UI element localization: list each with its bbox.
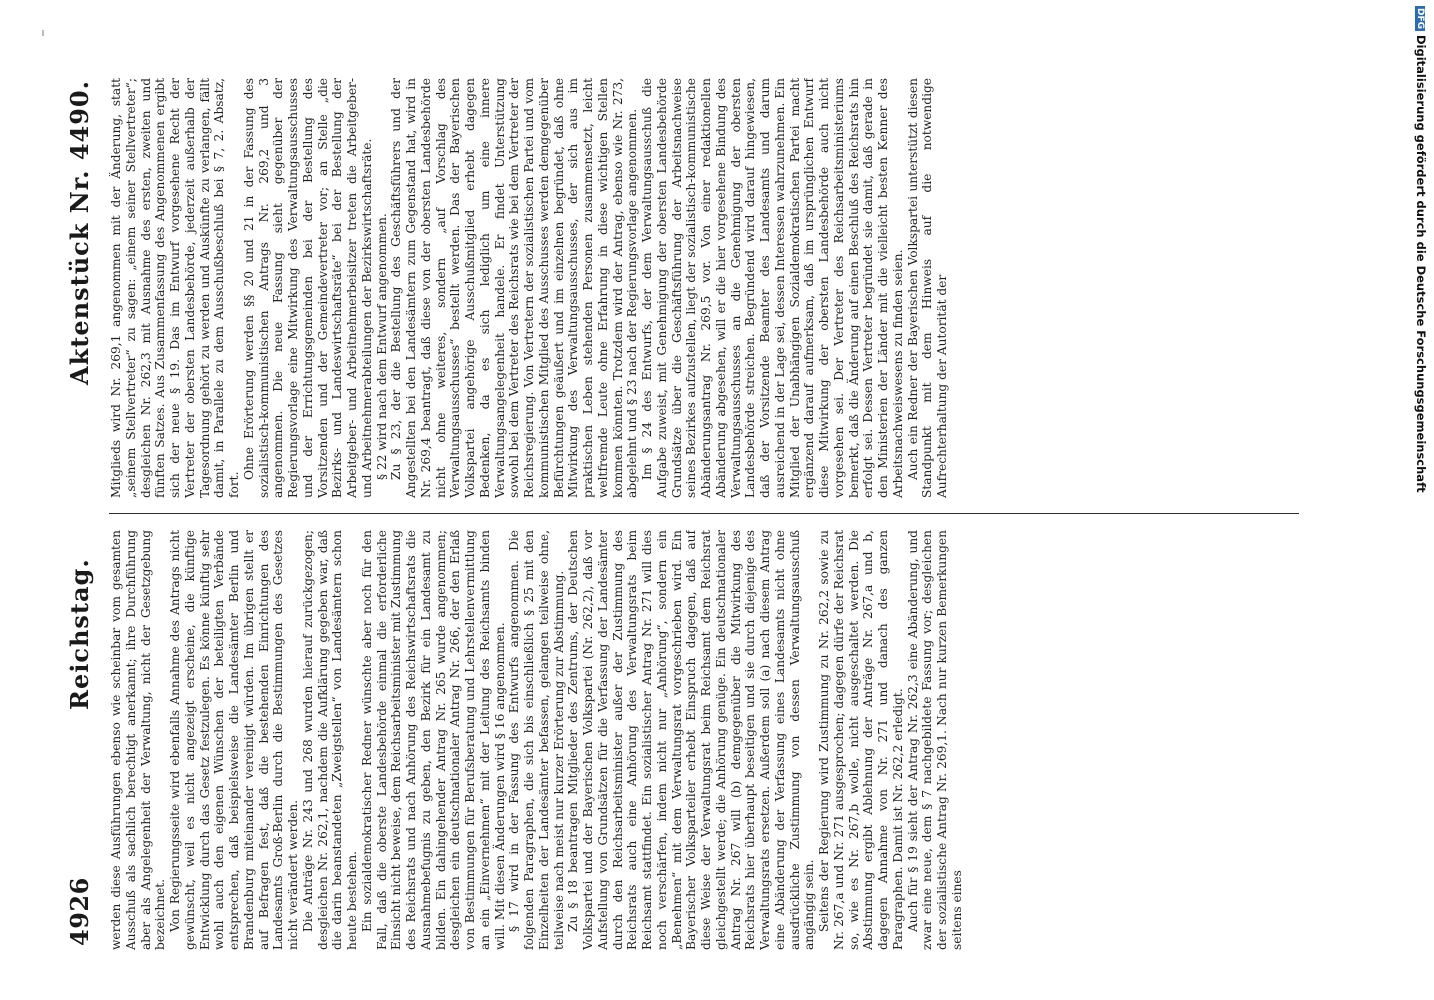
paragraph: Mitglieds wird Nr. 269,1 angenommen mit der Änderung, statt „seinem Stellvertreter“ zu sagen: „einem seiner Stellvertreter“; desgleichen Nr. 262,3 mit Ausnahme des ersten, zweiten und fünften Satzes. Aus Zusammenfassung des Angenommenen ergibt sich der neue § 19. Das im Entwurf vorgesehene Recht der Vertreter der obersten Landesbehörde, jederzeit außerhalb der Tagesordnung gehört zu werden und Auskünfte zu verlangen, fällt damit, in Parallele zu dem Ausschußbeschluß bei § 7, 2. Absatz, fort. [109, 78, 241, 498]
paragraph: Ohne Erörterung werden §§ 20 und 21 in der Fassung des sozialistisch-kommunistischen Antrags Nr. 269,2 und 3 angenommen. Die neue Fassung sieht gegenüber der Regierungsvorlage eine Mitwirkung des Verwaltungsausschusses und der Errichtungsgemeinden bei der Bestellung des Vorsitzenden und der Gemeindevertreter vor; an Stelle „die Bezirks- und Landeswirtschaftsräte“ bei der Bestellung der Arbeitgeber- und Arbeitnehmerbeisitzer treten die Arbeitgeber- und Arbeitnehmerabteilungen der Bezirkswirtschaftsräte. [241, 78, 374, 498]
paragraph: Seitens der Regierung wird Zustimmung zu Nr. 262,2 sowie zu Nr. 267,a und Nr. 271 ausgesprochen; dagegen dürfe der Reichsrat so, wie es Nr. 267,b wolle, nicht ausgeschaltet werden. Die Abstimmung ergibt Ablehnung der Anträge Nr. 267,a und b, dagegen Annahme von Nr. 271 und danach des ganzen Paragraphen. Damit ist Nr. 262,2 erledigt. [817, 530, 905, 950]
paragraph: werden diese Ausführungen ebenso wie scheinbar vom gesamten Ausschuß als sachlich berechtigt anerkannt; ihre Durchführung aber als Angelegenheit der Verwaltung, nicht der Gesetzgebung bezeichnet. [109, 530, 168, 950]
column-divider [109, 513, 1299, 514]
scan-speck [42, 30, 44, 36]
document-number: Aktenstück Nr. 4490. [65, 80, 94, 385]
page-number: 4926 [65, 877, 94, 946]
rotated-page [65, 60, 1325, 950]
paragraph: § 22 wird nach dem Entwurf angenommen. [374, 213, 389, 480]
paragraph: Auch für § 19 sieht der Antrag Nr. 262,3 eine Abänderung, und zwar eine neue, dem § 7 nachgebildete Fassung vor; desgleichen der sozialistische Antrag Nr. 269,1. Nach nur kurzen Bemerkungen seitens eines [905, 530, 964, 950]
digitization-credit [1414, 6, 1428, 493]
paragraph: Ein sozialdemokratischer Redner wünschte aber noch für den Fall, daß die oberste Landesbehörde einmal die erforderliche Einsicht nicht beweise, dem Reichsarbeitsminister mit Zustimmung des Reichsrats und nach Anhörung des Reichswirtschaftsrats die Ausnahmebefugnis zu geben, den Bezirk für ein Landesamt zu bilden. Ein dahingehender Antrag Nr. 265 wurde angenommen; desgleichen ein deutschnationaler Antrag Nr. 266, der den Erlaß von Bestimmungen für Berufsberatung und Lehrstellenvermittlung an ein „Einvernehmen“ mit der Leitung des Reichsamts binden will. Mit diesen Änderungen wird § 16 angenommen. [359, 530, 507, 950]
paragraph: § 17 wird in der Fassung des Entwurfs angenommen. Die folgenden Paragraphen, die sich bis einschließlich § 25 mit den Einzelheiten der Landesämter befassen, gelangen teilweise ohne, teilweise nach meist nur kurzer Erörterung zur Abstimmung. [507, 530, 566, 950]
paragraph: Im § 24 des Entwurfs, der dem Verwaltungsausschuß die Aufgabe zuweist, mit Genehmigung der obersten Landesbehörde Grundsätze über die Geschäftsführung der Arbeitsnachweise seines Bezirkes aufzustellen, liegt der sozialistisch-kommunistische Abänderungsantrag Nr. 269,5 vor. Von einer redaktionellen Abänderung abgesehen, will er die hier vorgesehene Bindung des Verwaltungsausschusses an die Genehmigung der obersten Landesbehörde streichen. Begründend wird darauf hingewiesen, daß der Vorsitzende Beamter des Landesamts und darum ausreichend in der Lage sei, dessen Interessen wahrzunehmen. Ein Mitglied der Unabhängigen Sozialdemokratischen Partei macht ergänzend darauf aufmerksam, daß im ursprünglichen Entwurf diese Mitwirkung der obersten Landesbehörde auch nicht vorgesehen sei. Der Vertreter des Reichsarbeitsministeriums bemerkt, daß die Änderung auf einen Beschluß des Reichsrats hin erfolgt sei. Dessen Vertreter begründet sie damit, daß gerade in den Ministerien der Länder mit die vielleicht besten Kenner des Arbeitsnachweiswesens zu finden seien. [640, 78, 905, 498]
page-header [65, 60, 101, 950]
left-text-column [109, 530, 1319, 950]
paragraph: Von Regierungsseite wird ebenfalls Annahme des Antrags nicht gewünscht, weil es nicht angezeigt erscheine, die künftige Entwicklung durch das Gesetz festzulegen. Es könne künftig sehr wohl auch den eigenen Wünschen der beteiligten Verbände entsprechen, daß beispielsweise die Landesämter Berlin und Brandenburg miteinander vereinigt würden. Im übrigen stellt er auf Befragen fest, daß die bestehenden Einrichtungen des Landesamts Groß-Berlin durch die Bestimmungen des Gesetzes nicht verändert werden. [168, 530, 300, 950]
right-text-column [109, 78, 1319, 498]
paragraph: Zu § 18 beantragen Mitglieder des Zentrums, der Deutschen Volkspartei und der Bayerischen Volkspartei (Nr. 262,2), daß vor Aufstellung von Grundsätzen für die Verfassung der Landesämter durch den Reichsarbeitsminister außer der Zustimmung des Reichsrats auch eine Anhörung des Verwaltungsrats beim Reichsamt stattfindet. Ein sozialistischer Antrag Nr. 271 will dies noch verschärfen, indem nicht nur „Anhörung“, sondern ein „Benehmen“ mit dem Verwaltungsrat vorgeschrieben wird. Ein Bayerischer Volksparteiler erhebt Einspruch dagegen, daß auf diese Weise der Verwaltungsrat beim Reichsamt dem Reichsrat gleichgestellt werde; die Anhörung genüge. Ein deutschnationaler Antrag Nr. 267 will (b) demgegenüber die Mitwirkung des Reichsrats hier überhaupt beseitigen und sie durch diejenige des Verwaltungsrats ersetzen. Außerdem soll (a) nach diesem Antrag eine Abänderung der Verfassung eines Landesamts nicht ohne ausdrückliche Zustimmung von dessen Verwaltungsausschuß angängig sein. [566, 530, 817, 950]
paragraph: Auch ein Redner der Bayerischen Volkspartei unterstützt diesen Standpunkt mit dem Hinweis auf die notwendige Aufrechterhaltung der Autorität der [905, 78, 949, 498]
credit-text: Digitalisierung gefördert durch die Deutsche Forschungsgemeinschaft [1414, 35, 1428, 493]
header-title: Reichstag. [65, 558, 94, 710]
dfg-logo: DFG [1415, 8, 1425, 30]
paragraph: Die Anträge Nr. 243 und 268 wurden hierauf zurückgezogen; desgleichen Nr. 262,1, nachdem die Aufklärung gegeben war, daß die darin beanstandeten „Zweigstellen“ von Landesämtern schon heute bestehen. [300, 530, 359, 950]
paragraph: Zu § 23, der die Bestellung des Geschäftsführers und der Angestellten bei den Landesämtern zum Gegenstand hat, wird in Nr. 269,4 beantragt, daß diese von der obersten Landesbehörde nicht ohne weiteres, sondern „auf Vorschlag des Verwaltungsausschusses“ bestellt werden. Das der Bayerischen Volkspartei angehörige Ausschußmitglied erhebt dagegen Bedenken, da es sich lediglich um eine innere Verwaltungsangelegenheit handele. Er findet Unterstützung sowohl bei dem Vertreter des Reichsrats wie bei dem Vertreter der Reichsregierung. Von Vertretern der sozialistischen Partei und vom kommunistischen Mitglied des Ausschusses werden demgegenüber Befürchtungen geäußert und im einzelnen begründet, daß ohne Mitwirkung des Verwaltungsausschusses, der sich aus im praktischen Leben stehenden Personen zusammensetzt, leicht weltfremde Leute ohne Erfahrung in diese wichtigen Stellen kommen könnten. Trotzdem wird der Antrag, ebenso wie Nr. 273, abgelehnt und § 23 nach der Regierungsvorlage angenommen. [389, 78, 640, 498]
